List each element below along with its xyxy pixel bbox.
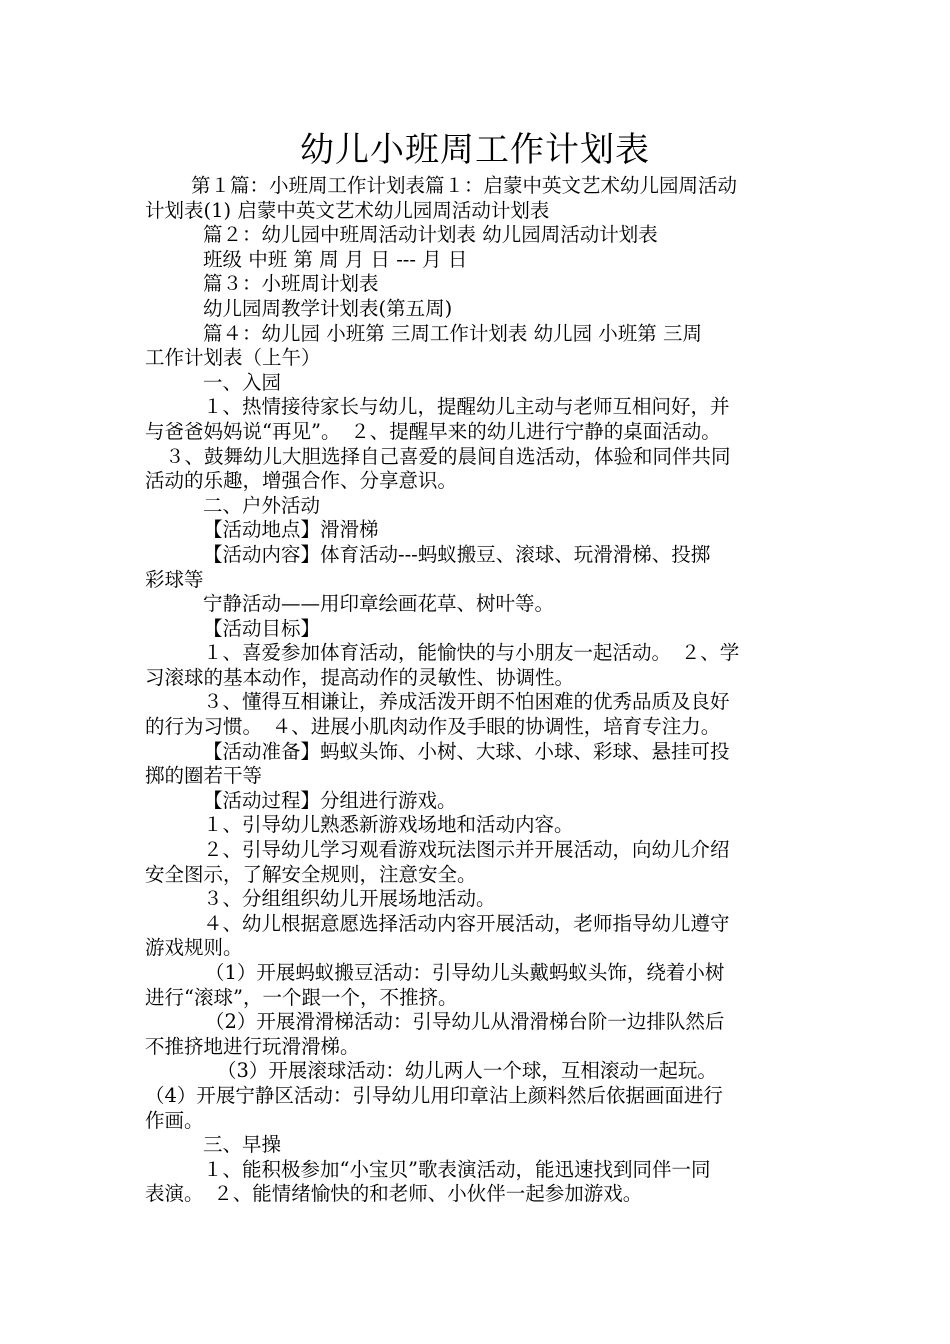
paragraph-line: 篇４：幼儿园 小班第 三周工作计划表 幼儿园 小班第 三周 [203,321,702,345]
paragraph-line: ２、引导幼儿学习观看游戏玩法图示并开展活动，向幼儿介绍 [203,838,730,862]
paragraph-line: 安全图示，了解安全规则，注意安全。 [145,862,477,886]
paragraph-line: １、喜爱参加体育活动，能愉快的与小朋友一起活动。 ２、学 [203,641,740,665]
section-heading: 二、户外活动 [203,493,321,517]
paragraph-line: 【活动过程】分组进行游戏。 [203,788,457,812]
document-body [145,174,813,1207]
paragraph-line: ３、鼓舞幼儿大胆选择自己喜爱的晨间自选活动，体验和同伴共同 [165,444,731,468]
paragraph-line: １、热情接待家长与幼儿，提醒幼儿主动与老师互相问好，并 [203,395,730,419]
paragraph-line: （4）开展宁静区活动：引导幼儿用印章沾上颜料然后依据画面进行 [145,1083,723,1107]
paragraph-line: 【活动准备】蚂蚁头饰、小树、大球、小球、彩球、悬挂可投 [203,739,730,763]
section-heading: 一、入园 [203,370,282,394]
paragraph-line: 幼儿园周教学计划表(第五周) [203,296,453,320]
paragraph-line: 工作计划表（上午） [145,346,321,370]
paragraph-line: 作画。 [145,1108,204,1132]
paragraph-line: 计划表(1) 启蒙中英文艺术幼儿园周活动计划表 [145,198,550,222]
paragraph-line: ４、幼儿根据意愿选择活动内容开展活动，老师指导幼儿遵守 [203,911,730,935]
document-title: 幼儿小班周工作计划表 [300,130,650,170]
paragraph-line: 进行“滚球”，一个跟一个，不推挤。 [145,985,458,1009]
paragraph-line: 【活动地点】滑滑梯 [203,518,379,542]
paragraph-line: ３、懂得互相谦让，养成活泼开朗不怕困难的优秀品质及良好 [203,690,730,714]
paragraph-line: （3）开展滚球活动：幼儿两人一个球，互相滚动一起玩。 [217,1059,717,1083]
paragraph-line: 游戏规则。 [145,936,243,960]
paragraph-line: 习滚球的基本动作，提高动作的灵敏性、协调性。 [145,665,575,689]
paragraph-line: （1）开展蚂蚁搬豆活动：引导幼儿头戴蚂蚁头饰，绕着小树 [205,961,725,984]
paragraph-line: 班级 中班 第 周 月 日 --- 月 日 [203,247,468,271]
paragraph-line: 篇２：幼儿园中班周活动计划表 幼儿园周活动计划表 [203,223,658,247]
paragraph-line: （2）开展滑滑梯活动：引导幼儿从滑滑梯台阶一边排队然后 [205,1010,725,1034]
paragraph-line: １、能积极参加“小宝贝”歌表演活动，能迅速找到同伴一同 [203,1157,711,1181]
paragraph-line: 不推挤地进行玩滑滑梯。 [145,1034,360,1058]
paragraph-line: 掷的圈若干等 [145,764,263,788]
paragraph-line: 表演。 ２、能情绪愉快的和老师、小伙伴一起参加游戏。 [145,1182,643,1206]
paragraph-line: １、引导幼儿熟悉新游戏场地和活动内容。 [203,813,574,837]
paragraph-line: 篇３：小班周计划表 [203,272,379,296]
section-heading: 三、早操 [203,1133,282,1157]
paragraph-line: 与爸爸妈妈说“再见”。 ２、提醒早来的幼儿进行宁静的桌面活动。 [145,419,721,443]
paragraph-line: 【活动目标】 [203,616,321,640]
paragraph-line: ３、分组组织幼儿开展场地活动。 [203,887,496,911]
paragraph-line: 活动的乐趣，增强合作、分享意识。 [145,469,458,493]
paragraph-line: 的行为习惯。 ４、进展小肌肉动作及手眼的协调性，培育专注力。 [145,715,721,739]
paragraph-line: 彩球等 [145,567,204,591]
paragraph-line: 宁静活动——用印章绘画花草、树叶等。 [203,592,555,616]
paragraph-line: 第１篇：小班周工作计划表篇１：启蒙中英文艺术幼儿园周活动 [191,174,738,197]
paragraph-line: 【活动内容】体育活动---蚂蚁搬豆、滚球、玩滑滑梯、投掷 [203,542,711,566]
